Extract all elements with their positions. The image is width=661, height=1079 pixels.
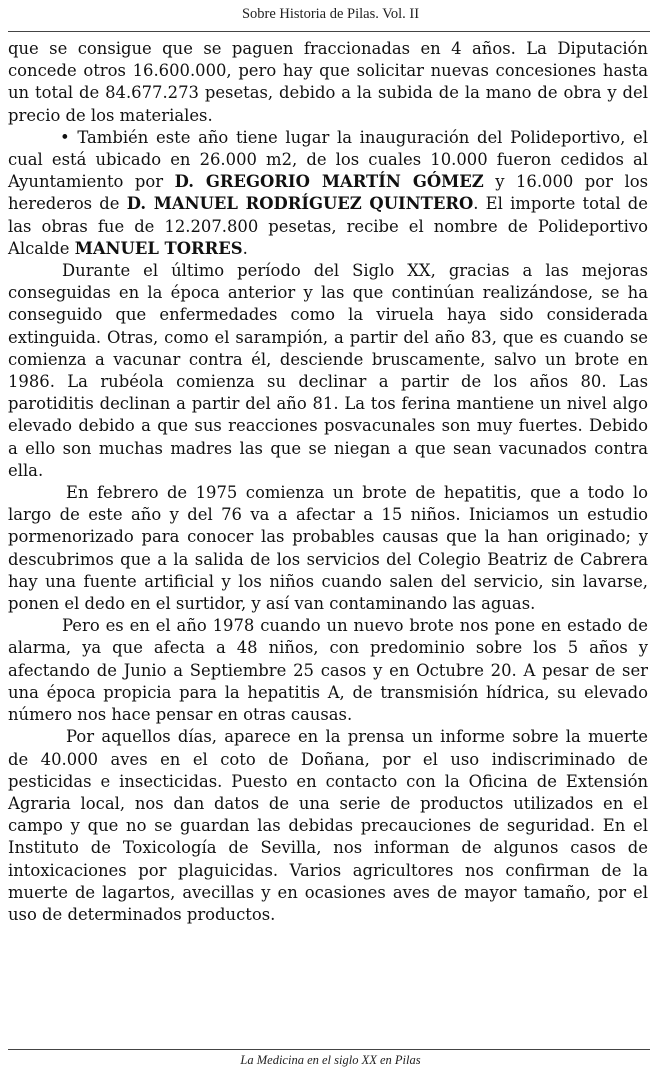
page-body [8, 38, 648, 926]
name-manuel-torres: MANUEL TORRES [74, 238, 243, 258]
paragraph-3: Durante el último período del Siglo XX, gracias a las mejoras conseguidas en la época anterior y las que continúan realizándose, se ha conseguido que enfermedades como la viruela haya sido considerada extinguida. Otras, como el sarampión, a partir del año 83, que es cuando se comienza a vacunar contra él, desciende bruscamente, salvo un brote en 1986. La rubéola comienza su declinar a partir de los años 80. Las parotiditis declinan a partir del año 81. La tos ferina mantiene un nivel algo elevado debido a que sus reacciones posvacunales son muy fuertes. Debido a ello son muchas madres las que se niegan a que sean vacunados contra ella. [8, 261, 648, 480]
paragraph-2-text-1: También este año tiene lugar la inauguración del Polideportivo, el cual está ubicado en 26.000 m2, de los cuales 10.000 fueron cedidos al Ayuntamiento por [8, 127, 648, 192]
header-rule [8, 31, 650, 32]
running-header: Sobre Historia de Pilas. Vol. II [241, 6, 420, 22]
running-footer: La Medicina en el siglo XX en Pilas [240, 1053, 421, 1067]
footer-rule [8, 1049, 650, 1050]
paragraph-2-text-2: y 16.000 por los herederos de [8, 172, 649, 214]
paragraph-2-text-4: . [242, 238, 248, 258]
paragraph-2 [8, 127, 648, 260]
paragraph-1: que se consigue que se paguen fraccionadas en 4 años. La Diputación concede otros 16.600.000, pero hay que solicitar nuevas concesiones hasta un total de 84.677.273 pesetas, debido a la subida de la mano de obra y del precio de los materiales. [8, 39, 648, 125]
name-manuel-rodriguez: D. MANUEL RODRÍGUEZ QUINTERO [126, 194, 474, 214]
bullet-icon: • [60, 127, 70, 147]
name-gregorio: D. GREGORIO MARTÍN GÓMEZ [174, 172, 484, 192]
paragraph-6: Por aquellos días, aparece en la prensa un informe sobre la muerte de 40.000 aves en el coto de Doñana, por el uso indiscriminado de pesticidas e insecticidas. Puesto en contacto con la Oficina de Extensión Agraria local, nos dan datos de una serie de productos utilizados en el campo y que no se guardan las debidas precauciones de seguridad. En el Instituto de Toxicología de Sevilla, nos informan de algunos casos de intoxicaciones por plaguicidas. Varios agricultores nos confirman de la muerte de lagartos, avecillas y en ocasiones aves de mayor tamaño, por el uso de determinados productos. [8, 727, 648, 924]
paragraph-5: Pero es en el año 1978 cuando un nuevo brote nos pone en estado de alarma, ya que afecta a 48 niños, con predominio sobre los 5 años y afectando de Junio a Septiembre 25 casos y en Octubre 20. A pesar de ser una época propicia para la hepatitis A, de transmisión hídrica, su elevado número nos hace pensar en otras causas. [8, 616, 648, 725]
paragraph-2-text-3: . El importe total de las obras fue de 12.207.800 pesetas, recibe el nombre de Polideportivo Alcalde [8, 194, 648, 258]
paragraph-4: En febrero de 1975 comienza un brote de hepatitis, que a todo lo largo de este año y del 76 va a afectar a 15 niños. Iniciamos un estudio pormenorizado para conocer las probables causas que la han originado; y descubrimos que a la salida de los servicios del Colegio Beatriz de Cabrera hay una fuente artificial y los niños cuando salen del servicio, sin lavarse, ponen el dedo en el surtidor, y así van contaminando las aguas. [8, 483, 648, 614]
